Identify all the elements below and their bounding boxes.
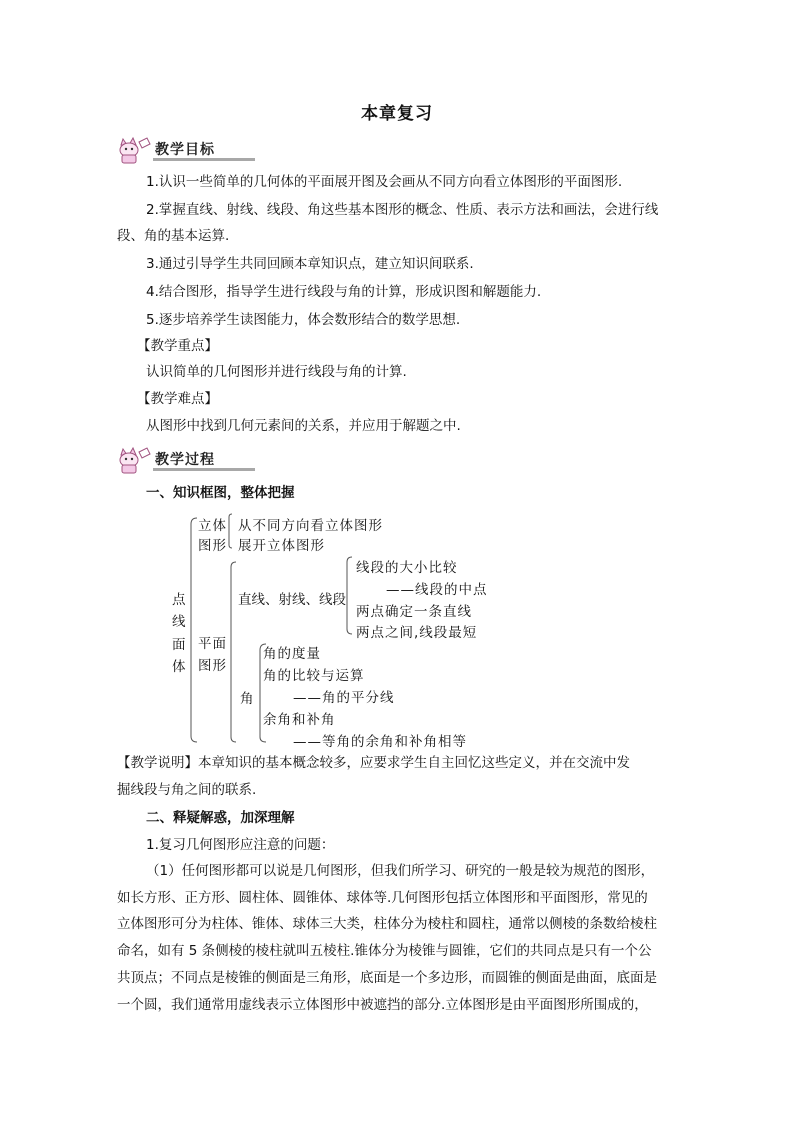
- angle-item-2: 角的比较与运算: [263, 668, 365, 684]
- question-1: 1.复习几何图形应注意的问题：: [146, 837, 335, 853]
- teaching-note-1: 【教学说明】本章知识的基本概念较多，应要求学生自主回忆这些定义，并在交流中发: [117, 755, 630, 771]
- line-item-4: 两点之间,线段最短: [356, 625, 478, 641]
- root-point: 点: [172, 592, 187, 608]
- plane-figure-label-1: 平面: [198, 636, 227, 652]
- goal-1: 1.认识一些简单的几何体的平面展开图及会画从不同方向看立体图形的平面图形.: [146, 174, 623, 190]
- part2-title: 二、释疑解惑，加深理解: [146, 810, 295, 826]
- key-points-label: 【教学重点】: [137, 338, 218, 354]
- brace-plane: [231, 562, 236, 742]
- goal-4: 4.结合图形，指导学生进行线段与角的计算，形成识图和解题能力.: [146, 284, 542, 300]
- solid-figure-label-1: 立体: [198, 518, 227, 534]
- paragraph-line-6: 一个圆，我们通常用虚线表示立体图形中被遮挡的部分.立体图形是由平面图形所围成的，: [117, 997, 648, 1013]
- root-surface: 面: [172, 637, 187, 653]
- goal-5: 5.逐步培养学生读图能力，体会数形结合的数学思想.: [146, 312, 461, 328]
- paragraph-line-4: 命名，如有 5 条侧棱的棱柱就叫五棱柱.锥体分为棱锥与圆锥，它们的共同点是只有一个公: [117, 943, 652, 959]
- lines-label: 直线、射线、线段: [238, 592, 346, 608]
- plane-figure-label-2: 图形: [198, 658, 227, 674]
- line-item-1: 线段的大小比较: [356, 560, 458, 576]
- brace-lines: [347, 557, 352, 634]
- angle-item-1: 角的度量: [263, 646, 321, 662]
- key-points-text: 认识简单的几何图形并进行线段与角的计算.: [146, 364, 407, 380]
- angle-item-5: ——等角的余角和补角相等: [293, 734, 467, 750]
- angle-item-3: ——角的平分线: [293, 690, 395, 706]
- difficult-points-text: 从图形中找到几何元素间的关系，并应用于解题之中.: [146, 418, 461, 434]
- line-item-3: 两点确定一条直线: [356, 604, 472, 620]
- page-title: 本章复习: [361, 104, 433, 124]
- goal-2-cont: 段、角的基本运算.: [117, 228, 230, 244]
- paragraph-line-2: 如长方形、正方形、圆柱体、圆锥体、球体等.几何图形包括立体图形和平面图形，常见的: [117, 890, 648, 906]
- angle-item-4: 余角和补角: [263, 712, 336, 728]
- paragraph-line-1: （1）任何图形都可以说是几何图形，但我们所学习、研究的一般是较为规范的图形，: [146, 863, 655, 879]
- angle-label: 角: [240, 691, 255, 707]
- brace-main: [191, 518, 197, 742]
- paragraph-line-5: 共顶点；不同点是棱锥的侧面是三角形，底面是一个多边形，而圆锥的侧面是曲面，底面是: [117, 970, 657, 986]
- brace-solid: [229, 514, 232, 548]
- line-item-2: ——线段的中点: [386, 582, 488, 598]
- difficult-points-label: 【教学难点】: [137, 391, 218, 407]
- paragraph-line-3: 立体图形可分为柱体、锥体、球体三大类，柱体分为棱柱和圆柱，通常以侧棱的条数给棱柱: [117, 916, 657, 932]
- solid-item-1: 从不同方向看立体图形: [238, 518, 383, 534]
- solid-figure-label-2: 图形: [198, 538, 227, 554]
- solid-item-2: 展开立体图形: [238, 538, 325, 554]
- goal-2: 2.掌握直线、射线、线段、角这些基本图形的概念、性质、表示方法和画法，会进行线: [146, 202, 659, 218]
- teaching-note-2: 掘线段与角之间的联系.: [117, 782, 257, 798]
- root-line: 线: [172, 614, 187, 630]
- part1-title: 一、知识框图，整体把握: [146, 485, 295, 501]
- root-solid: 体: [172, 659, 187, 675]
- section-heading-label: 教学目标: [155, 142, 215, 158]
- goal-3: 3.通过引导学生共同回顾本章知识点，建立知识间联系.: [146, 256, 474, 272]
- section-heading-label: 教学过程: [155, 452, 215, 468]
